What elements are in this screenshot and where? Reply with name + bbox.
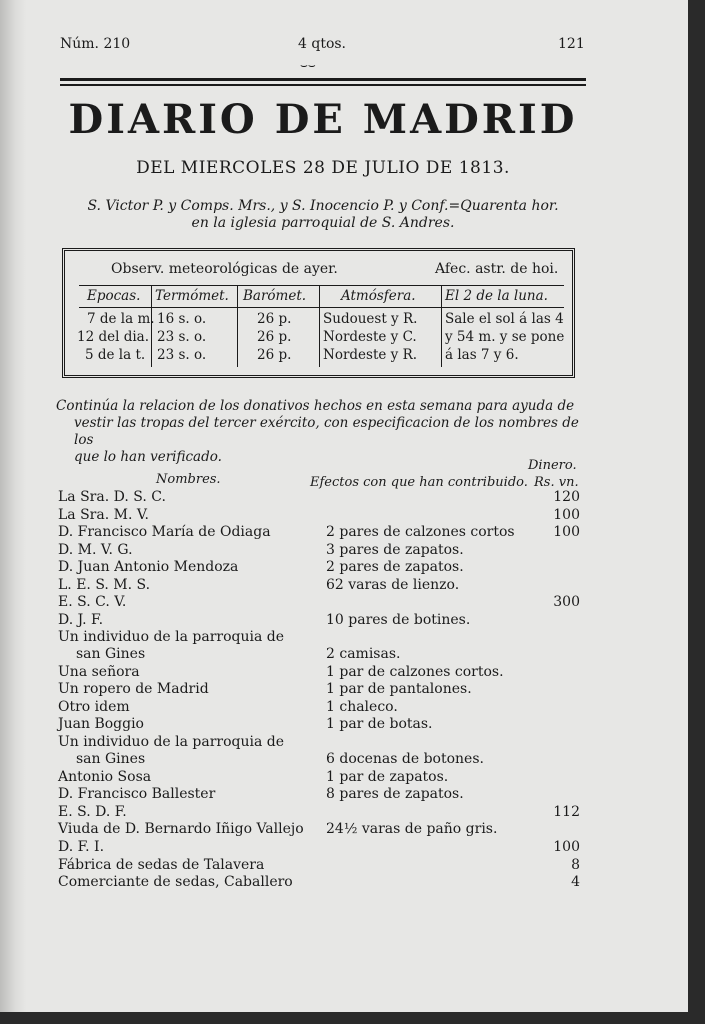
saints-notice (60, 198, 586, 232)
donation-effect: 1 par de pantalones. (326, 681, 472, 697)
astro-line-2: y 54 m. y se pone (445, 329, 565, 345)
col-atmosfera: Atmósfera. (341, 288, 416, 304)
donor-name: D. Francisco Ballester (58, 786, 216, 802)
page-gutter (0, 0, 26, 1012)
donation-amount: 100 (553, 507, 580, 523)
donation-effect: 3 pares de zapatos. (326, 542, 464, 558)
donations-intro (56, 398, 580, 466)
donation-effect: 1 chaleco. (326, 699, 398, 715)
row3-epoca: 5 de la t. (85, 347, 146, 363)
donation-effect: 6 docenas de botones. (326, 751, 484, 767)
donation-amount: 8 (571, 857, 580, 873)
donation-amount: 4 (571, 874, 580, 890)
col-header-money-unit: Rs. vn. (534, 475, 579, 490)
astro-line-3: á las 7 y 6. (445, 347, 519, 363)
donor-name: san Gines (76, 751, 146, 767)
col-barometro: Barómet. (243, 288, 307, 304)
donor-name: Un ropero de Madrid (58, 681, 209, 697)
astro-title: Afec. astr. de hoi. (435, 261, 559, 277)
intro-line-3: que lo han verificado. (74, 449, 222, 465)
donor-name: Juan Boggio (58, 716, 144, 732)
donor-name: Fábrica de sedas de Talavera (58, 857, 265, 873)
donor-name: san Gines (76, 646, 146, 662)
donation-effect: 1 par de calzones cortos. (326, 664, 504, 680)
format-label: 4 qtos. (298, 36, 347, 52)
row2-term: 23 s. o. (157, 329, 207, 345)
row2-epoca: 12 del dia. (77, 329, 150, 345)
donation-amount: 300 (553, 594, 580, 610)
weather-title: Observ. meteorológicas de ayer. (111, 261, 338, 277)
donation-effect: 1 par de zapatos. (326, 769, 449, 785)
donor-name: Viuda de D. Bernardo Iñigo Vallejo (58, 821, 304, 837)
donation-effect: 2 camisas. (326, 646, 401, 662)
col-termometro: Termómet. (155, 288, 229, 304)
donation-amount: 112 (553, 804, 580, 820)
weather-divider-2 (237, 285, 238, 367)
donation-amount: 100 (553, 524, 580, 540)
donor-name: Un individuo de la parroquia de (58, 734, 285, 750)
row2-barom: 26 p. (257, 329, 292, 345)
row1-atm: Sudouest y R. (323, 311, 418, 327)
saints-line-2: en la iglesia parroquial de S. Andres. (191, 215, 455, 231)
donor-name: D. F. I. (58, 839, 105, 855)
donation-effect: 2 pares de calzones cortos (326, 524, 515, 540)
donor-name: D. J. F. (58, 612, 104, 628)
astro-line-1: Sale el sol á las 4 (445, 311, 564, 327)
donor-name: La Sra. M. V. (58, 507, 149, 523)
donation-effect: 1 par de botas. (326, 716, 433, 732)
row3-atm: Nordeste y R. (323, 347, 418, 363)
row2-atm: Nordeste y C. (323, 329, 417, 345)
issue-number: Núm. 210 (60, 36, 131, 52)
row1-epoca: 7 de la m. (87, 311, 155, 327)
col-header-names: Nombres. (156, 472, 221, 487)
donation-effect: 2 pares de zapatos. (326, 559, 464, 575)
row1-barom: 26 p. (257, 311, 292, 327)
saints-line-1: S. Victor P. y Comps. Mrs., y S. Inocencio P. y Conf.=Quarenta hor. (87, 198, 559, 214)
intro-line-1: Continúa la relacion de los donativos hechos en esta semana para ayuda de (56, 398, 575, 414)
donor-name: E. S. C. V. (58, 594, 127, 610)
donor-name: D. Francisco María de Odiaga (58, 524, 271, 540)
donation-effect: 24½ varas de paño gris. (326, 821, 498, 837)
dateline: DEL MIERCOLES 28 DE JULIO DE 1813. (136, 158, 510, 178)
donor-name: Comerciante de sedas, Caballero (58, 874, 293, 890)
header-rule-thick (60, 78, 586, 81)
donor-name: La Sra. D. S. C. (58, 489, 166, 505)
col-luna: El 2 de la luna. (445, 288, 548, 304)
row3-barom: 26 p. (257, 347, 292, 363)
donor-name: Antonio Sosa (58, 769, 152, 785)
donor-name: D. Juan Antonio Mendoza (58, 559, 239, 575)
donor-name: Otro idem (58, 699, 130, 715)
intro-line-2: vestir las tropas del tercer exército, con especificacion de los nombres de los (74, 415, 579, 448)
col-epocas: Epocas. (87, 288, 141, 304)
donation-amount: 100 (553, 839, 580, 855)
donor-name: Un individuo de la parroquia de (58, 629, 285, 645)
header-rule-thin (60, 84, 586, 86)
donation-effect: 62 varas de lienzo. (326, 577, 460, 593)
masthead-title: DIARIO DE MADRID (68, 96, 578, 143)
donor-name: E. S. D. F. (58, 804, 127, 820)
col-header-effects: Efectos con que han contribuido. (310, 475, 528, 490)
donation-effect: 10 pares de botines. (326, 612, 471, 628)
row3-term: 23 s. o. (157, 347, 207, 363)
weather-divider-3 (319, 285, 320, 367)
donor-name: D. M. V. G. (58, 542, 133, 558)
donation-effect: 8 pares de zapatos. (326, 786, 464, 802)
donor-name: L. E. S. M. S. (58, 577, 151, 593)
col-header-money: Dinero. (528, 458, 577, 473)
ornament-icon: ⌣⌣ (300, 58, 316, 72)
page-number: 121 (558, 36, 585, 52)
donation-amount: 120 (553, 489, 580, 505)
row1-term: 16 s. o. (157, 311, 207, 327)
weather-table (62, 248, 575, 378)
donor-name: Una señora (58, 664, 140, 680)
weather-divider-4 (441, 285, 442, 367)
